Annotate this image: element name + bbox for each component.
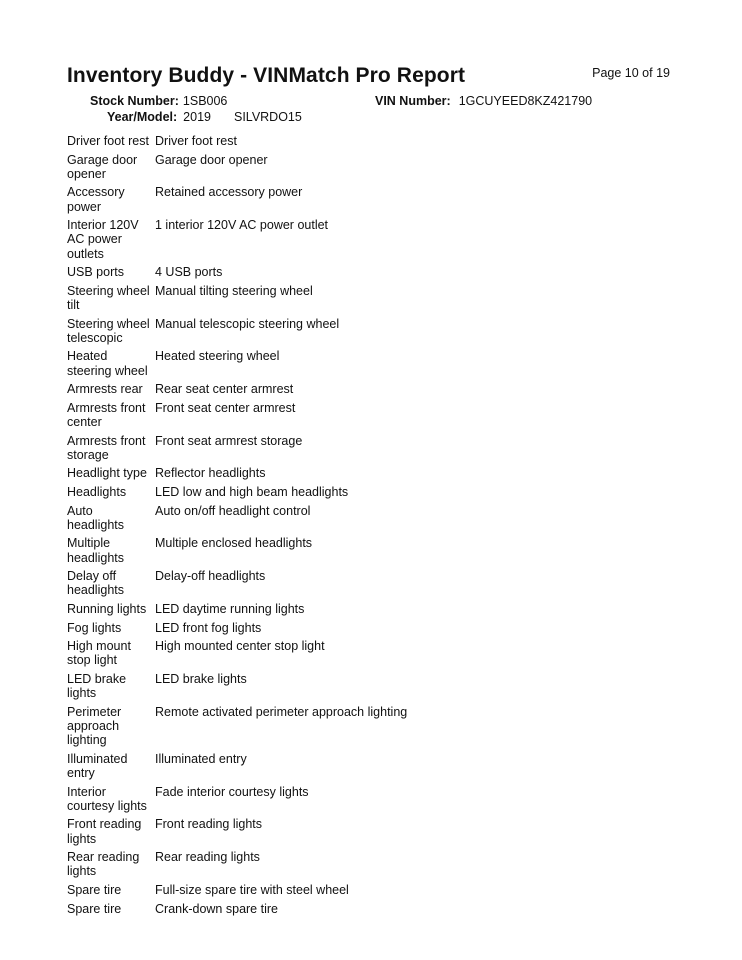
spec-value: 4 USB ports xyxy=(155,265,223,280)
report-title: Inventory Buddy - VINMatch Pro Report xyxy=(67,64,466,87)
spec-feature: Steering wheel tilt xyxy=(67,283,150,312)
model-value: SILVRDO15 xyxy=(233,110,302,124)
spec-value: LED front fog lights xyxy=(155,620,262,635)
spec-row xyxy=(66,883,626,902)
spec-feature: Interior 120V AC power outlets xyxy=(67,218,139,261)
spec-table xyxy=(66,134,626,920)
spec-feature: Accessory power xyxy=(67,185,125,214)
spec-row xyxy=(66,602,626,621)
spec-feature: Front reading lights xyxy=(67,817,142,846)
spec-feature: Rear reading lights xyxy=(67,850,140,879)
spec-row xyxy=(66,639,626,672)
spec-row xyxy=(66,817,626,850)
spec-feature: Steering wheel telescopic xyxy=(67,316,150,345)
vin-number xyxy=(375,94,592,108)
spec-row xyxy=(66,672,626,705)
spec-value: Illuminated entry xyxy=(155,751,247,766)
spec-row xyxy=(66,185,626,218)
spec-feature: Headlight type xyxy=(67,466,147,481)
spec-feature: Running lights xyxy=(67,601,147,616)
spec-value: Driver foot rest xyxy=(155,134,237,148)
spec-row xyxy=(66,504,626,537)
spec-value: Delay-off headlights xyxy=(155,569,266,584)
spec-feature: Garage door opener xyxy=(67,152,138,181)
spec-feature: Delay off headlights xyxy=(67,569,124,598)
spec-value: 1 interior 120V AC power outlet xyxy=(155,218,329,233)
spec-value: LED daytime running lights xyxy=(155,601,305,616)
spec-table-body xyxy=(66,134,626,920)
vin-number-value: 1GCUYEED8KZ421790 xyxy=(458,94,593,108)
spec-feature: Spare tire xyxy=(67,882,122,897)
spec-row xyxy=(66,382,626,401)
spec-row xyxy=(66,485,626,504)
spec-feature: High mount stop light xyxy=(67,639,131,668)
spec-feature: Interior courtesy lights xyxy=(67,784,147,813)
stock-number-value: 1SB006 xyxy=(182,94,228,108)
spec-row xyxy=(66,134,626,153)
spec-row xyxy=(66,785,626,818)
spec-feature: Multiple headlights xyxy=(67,536,124,565)
spec-row xyxy=(66,705,626,752)
spec-feature: Armrests rear xyxy=(67,382,143,397)
spec-value: Rear seat center armrest xyxy=(155,382,294,397)
spec-row xyxy=(66,265,626,284)
spec-row xyxy=(66,536,626,569)
spec-value: Front seat center armrest xyxy=(155,400,296,415)
spec-feature: Illuminated entry xyxy=(67,751,128,780)
spec-feature: Armrests front center xyxy=(67,400,146,429)
spec-value: Full-size spare tire with steel wheel xyxy=(155,882,349,897)
year-model xyxy=(107,110,302,124)
spec-row xyxy=(66,153,626,186)
spec-value: Fade interior courtesy lights xyxy=(155,784,309,799)
spec-feature: Fog lights xyxy=(67,620,122,635)
spec-row xyxy=(66,466,626,485)
spec-feature: USB ports xyxy=(67,265,124,280)
spec-value: Heated steering wheel xyxy=(155,349,280,364)
spec-feature: Driver foot rest xyxy=(67,134,149,148)
page-number: Page 10 of 19 xyxy=(592,66,670,80)
spec-value: Retained accessory power xyxy=(155,185,303,200)
stock-number-label: Stock Number: xyxy=(90,94,179,108)
spec-row xyxy=(66,902,626,921)
spec-value: Front seat armrest storage xyxy=(155,433,303,448)
spec-feature: Heated steering wheel xyxy=(67,349,148,378)
spec-value: Crank-down spare tire xyxy=(155,901,278,916)
spec-feature: Perimeter approach lighting xyxy=(67,704,122,748)
spec-feature: Spare tire xyxy=(67,901,122,916)
spec-row xyxy=(66,850,626,883)
spec-value: Garage door opener xyxy=(155,152,268,167)
stock-number xyxy=(90,94,227,108)
spec-value: Front reading lights xyxy=(155,817,263,832)
spec-value: Reflector headlights xyxy=(155,466,266,481)
spec-value: LED low and high beam headlights xyxy=(155,484,349,499)
year-model-label: Year/Model: xyxy=(107,110,178,124)
spec-row xyxy=(66,401,626,434)
vin-number-label: VIN Number: xyxy=(375,94,451,108)
spec-row xyxy=(66,569,626,602)
spec-row xyxy=(66,621,626,640)
spec-value: High mounted center stop light xyxy=(155,639,325,654)
spec-feature: Auto headlights xyxy=(67,503,124,532)
spec-value: Manual telescopic steering wheel xyxy=(155,316,340,331)
spec-value: Manual tilting steering wheel xyxy=(155,283,313,298)
spec-row xyxy=(66,349,626,382)
spec-row xyxy=(66,284,626,317)
spec-row xyxy=(66,218,626,265)
spec-feature: Armrests front storage xyxy=(67,433,146,462)
spec-value: Auto on/off headlight control xyxy=(155,503,311,518)
spec-feature: Headlights xyxy=(67,484,127,499)
spec-value: Rear reading lights xyxy=(155,850,260,865)
spec-feature: LED brake lights xyxy=(67,671,127,701)
spec-value: Multiple enclosed headlights xyxy=(155,536,313,551)
spec-value: Remote activated perimeter approach lighting xyxy=(155,704,408,719)
spec-value: LED brake lights xyxy=(155,671,247,686)
spec-row xyxy=(66,317,626,350)
spec-row xyxy=(66,434,626,467)
spec-row xyxy=(66,752,626,785)
year-value: 2019 xyxy=(183,110,211,124)
